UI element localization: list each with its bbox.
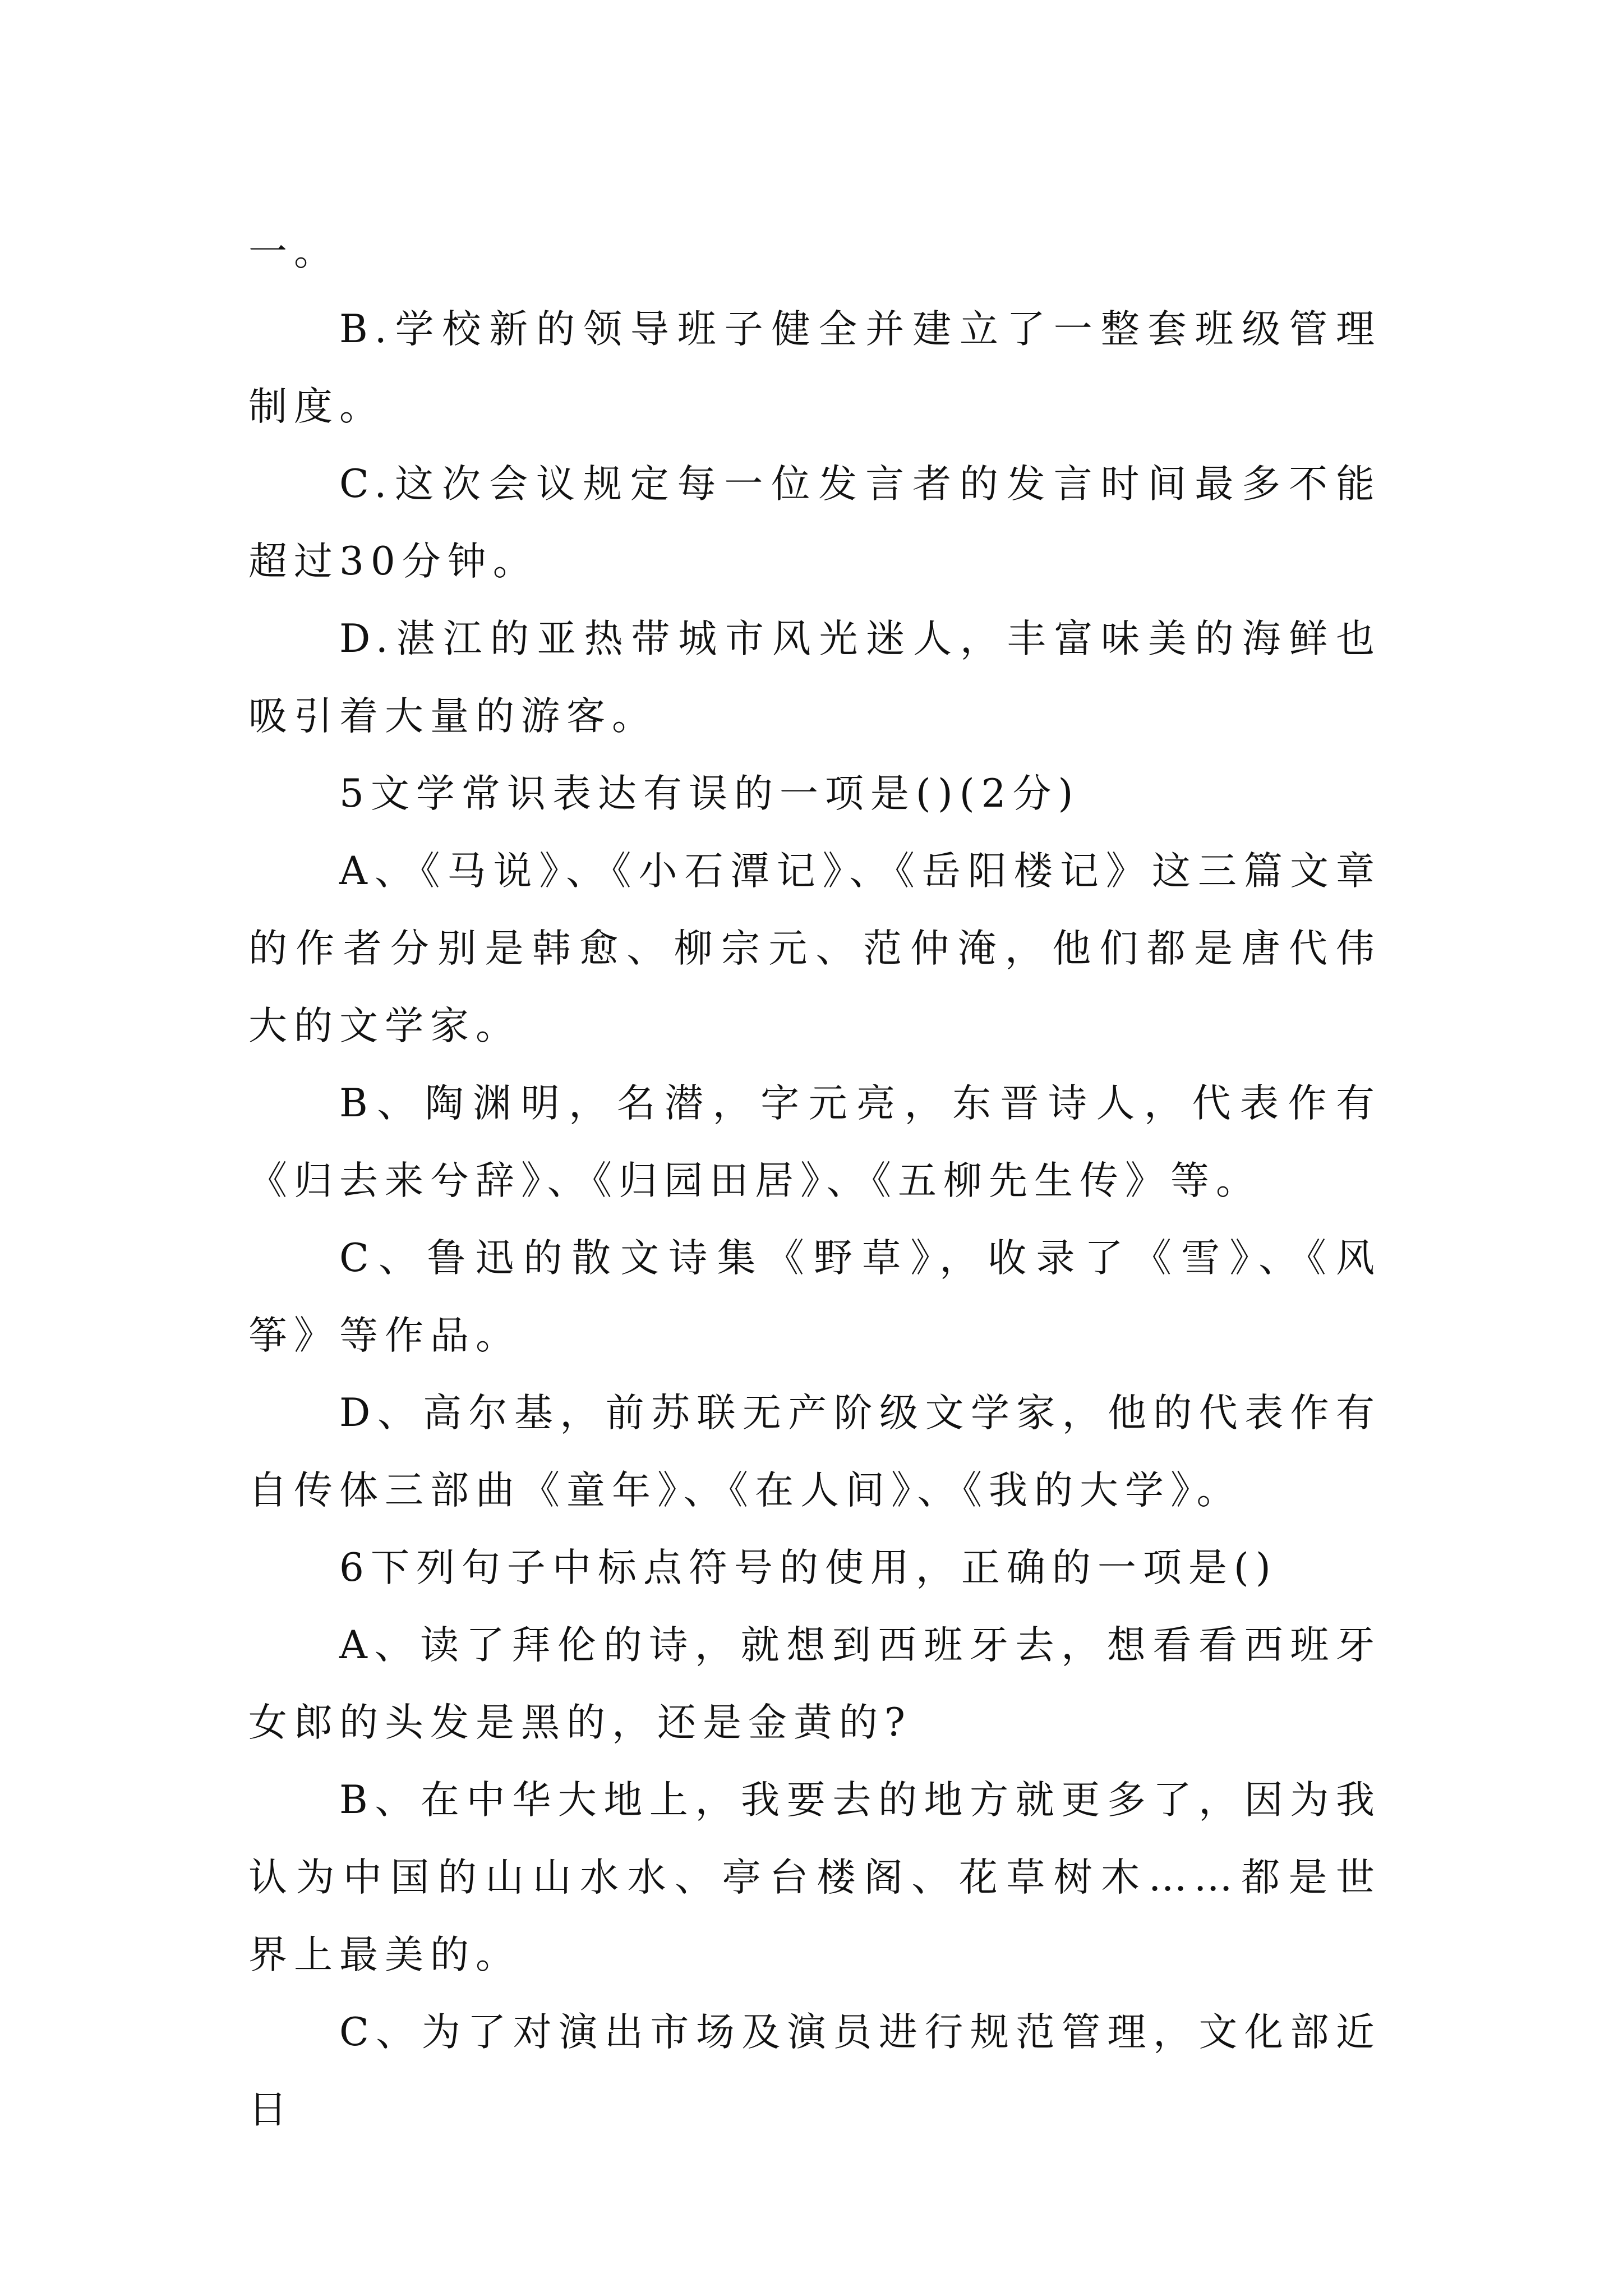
document-body [248,213,1381,2148]
question-6-option-c: C、为了对演出市场及演员进行规范管理，文化部近日 [248,2010,1381,2132]
option-d-statement: D.湛江的亚热带城市风光迷人，丰富味美的海鲜也吸引着大量的游客。 [248,616,1381,739]
option-c-statement: C.这次会议规定每一位发言者的发言时间最多不能超过30分钟。 [248,462,1381,584]
question-5-option-b: B、陶渊明，名潜，字元亮，东晋诗人，代表作有《归去来兮辞》、《归园田居》、《五柳先生传》等。 [248,1081,1381,1203]
question-6-option-b: B、在中华大地上，我要去的地方就更多了，因为我认为中国的山山水水、亭台楼阁、花草树木……都是世界上最美的。 [248,1778,1381,1977]
question-5-prompt: 5文学常识表达有误的一项是()(2分) [339,771,1080,816]
paragraph-continuation: 一。 [248,229,339,274]
question-6-prompt: 6下列句子中标点符号的使用，正确的一项是() [339,1545,1278,1590]
question-5-option-d: D、高尔基，前苏联无产阶级文学家，他的代表作有自传体三部曲《童年》、《在人间》、《我的大学》。 [248,1391,1381,1513]
question-5-option-a: A、《马说》、《小石潭记》、《岳阳楼记》这三篇文章的作者分别是韩愈、柳宗元、范仲淹，他们都是唐代伟大的文学家。 [248,849,1381,1048]
option-b-statement: B.学校新的领导班子健全并建立了一整套班级管理制度。 [248,307,1381,429]
question-6-option-a: A、读了拜伦的诗，就想到西班牙去，想看看西班牙女郎的头发是黑的，还是金黄的? [248,1623,1381,1745]
question-5-option-c: C、鲁迅的散文诗集《野草》，收录了《雪》、《风筝》等作品。 [248,1236,1381,1358]
